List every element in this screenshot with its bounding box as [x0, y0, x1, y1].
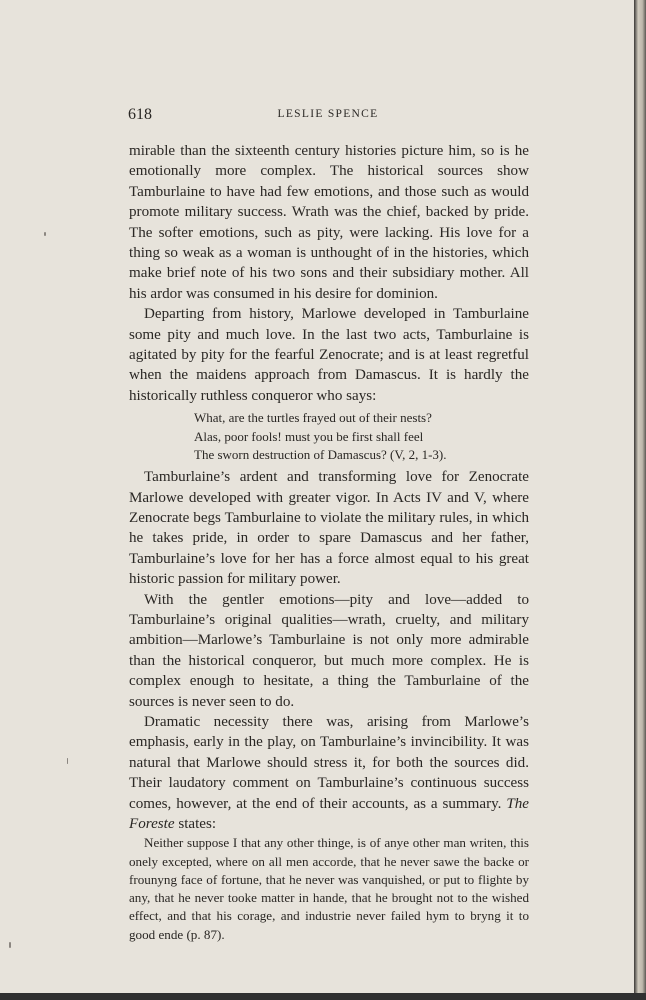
body-text — [129, 141, 529, 944]
page-header — [128, 106, 528, 126]
paper-speck — [44, 232, 46, 236]
verse-line: The sworn destruction of Damascus? (V, 2, 1-3). — [194, 446, 447, 462]
page-bottom-edge — [0, 993, 646, 1000]
book-spine-edge — [634, 0, 646, 1000]
paragraph-continuation: mirable than the sixteenth century histories picture him, so is he emotionally more complex. The historical sources show Tamburlaine to have had few emotions, and those such as would promote military success. Wrath was the chief, backed by pride. The softer emotions, such as pity, were lacking. His love for a thing so weak as a woman is unthought of in the histories, which make brief note of his two sons and their subsidiary mother. All his ardor was consumed in his desire for dominion. — [129, 143, 529, 302]
paragraph-gentler-emotions: With the gentler emotions—pity and love—added to Tamburlaine’s original qualities—wrath, cruelty, and military ambition—Marlowe’s Tamburlaine is not only more admirable than the historical conqueror, but much more complex. He is complex enough to hesitate, a thing the Tamburlaine of the sources is never seen to do. — [129, 591, 529, 710]
paragraph-love: Tamburlaine’s ardent and transforming love for Zenocrate Marlowe developed with greater vigor. In Acts IV and V, where Zenocrate begs Tamburlaine to violate the military rules, in which he takes pride, in order to spare Damascus and her father, Tamburlaine’s love for her has a force almost equal to his great historic passion for military power. — [129, 469, 529, 588]
verse-quotation — [194, 409, 529, 464]
paragraph-departing: Departing from history, Marlowe developed in Tamburlaine some pity and much love. In the last two acts, Tamburlaine is agitated by pity for the fearful Zenocrate; and is at least regretful when the maidens approach from Damascus. It is hardly the historically ruthless conqueror who says: — [129, 306, 529, 404]
paper-speck — [9, 942, 11, 948]
running-head: LESLIE SPENCE — [277, 108, 379, 120]
paper-speck — [67, 758, 68, 764]
page-number: 618 — [128, 106, 152, 123]
source-title: The Foreste — [129, 795, 529, 833]
verse-line: What, are the turtles frayed out of their nests? — [194, 410, 432, 426]
block-quotation: Neither suppose I that any other thinge, is of anye other man writen, this onely excepted, where on all men accorde, that he never sawe the backe or frounyng face of fortune, that he never was vanquished, or put to flighte by any, that he never tooke matter in hande, that he brought not to the wished effect, and that his corage, and industrie never failed hym to bryng it to good ende (p. 87). — [129, 835, 529, 942]
verse-line: Alas, poor fools! must you be first shall feel — [194, 428, 424, 444]
paragraph-tail: states: — [178, 816, 217, 833]
paragraph-dramatic-necessity — [129, 712, 529, 834]
paragraph-text: Dramatic necessity there was, arising from Marlowe’s emphasis, early in the play, on Tamburlaine’s invincibility. It was natural that Marlowe should stress it, for both the sources did. Their laudatory comment on Tamburlaine’s continuous success comes, however, at the end of their accounts, as a summary. — [129, 714, 529, 812]
